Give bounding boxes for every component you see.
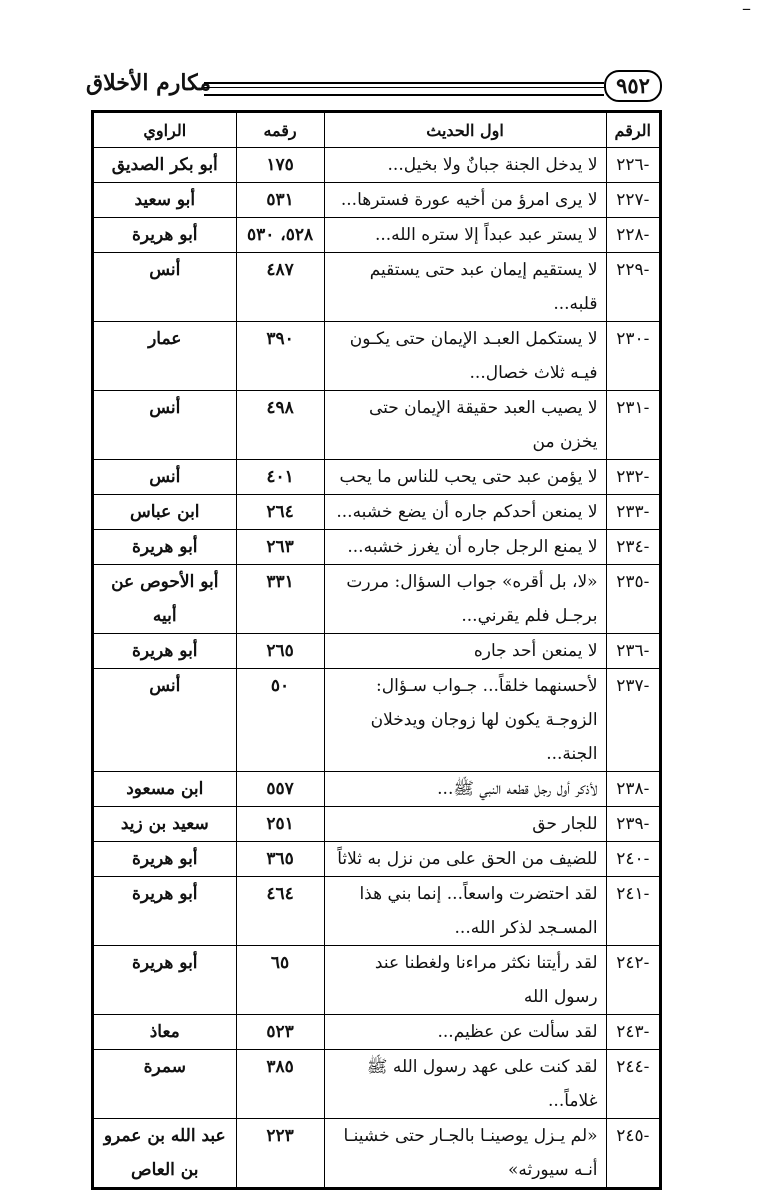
- row-number: -٢٣٣: [606, 495, 660, 530]
- table-row: [93, 877, 661, 946]
- header-reference: رقمه: [236, 112, 324, 148]
- table-row: [93, 669, 661, 772]
- row-number: -٢٤٤: [606, 1050, 660, 1119]
- reference-number: ٣٦٥: [236, 842, 324, 877]
- reference-number: ٥٥٧: [236, 772, 324, 807]
- hadith-text: لا يمنعن أحد جاره: [324, 634, 606, 669]
- hadith-text: لقد سألت عن عظيم...: [324, 1015, 606, 1050]
- reference-number: ٣٩٠: [236, 322, 324, 391]
- row-number: -٢٤٢: [606, 946, 660, 1015]
- row-number: -٢٢٧: [606, 183, 660, 218]
- row-number: -٢٢٦: [606, 148, 660, 183]
- hadith-text: لا يستقيم إيمان عبد حتى يستقيم قلبه...: [324, 253, 606, 322]
- table-row: [93, 842, 661, 877]
- reference-number: ٢٥١: [236, 807, 324, 842]
- row-number: -٢٤٥: [606, 1119, 660, 1189]
- hadith-text: «لا، بل أقره» جواب السؤال: مررت برجـل فلم يقرني...: [324, 565, 606, 634]
- table-row: [93, 772, 661, 807]
- table-row: [93, 322, 661, 391]
- narrator: أبو هريرة: [93, 530, 237, 565]
- hadith-text: لأحسنهما خلقاً... جـواب سـؤال: الزوجـة يكون لها زوجان ويدخلان الجنة...: [324, 669, 606, 772]
- hadith-index-table: [91, 110, 662, 1190]
- row-number: -٢٣٠: [606, 322, 660, 391]
- header-narrator: الراوي: [93, 112, 237, 148]
- reference-number: ٥٢٨، ٥٣٠: [236, 218, 324, 253]
- reference-number: ٥٠: [236, 669, 324, 772]
- table-body: [93, 148, 661, 1189]
- row-number: -٢٣٨: [606, 772, 660, 807]
- narrator: أبو الأحوص عن أبيه: [93, 565, 237, 634]
- reference-number: ١٧٥: [236, 148, 324, 183]
- row-number: -٢٣٧: [606, 669, 660, 772]
- hadith-text: لقد احتضرت واسعاً... إنما بني هذا المسـجد لذكر الله...: [324, 877, 606, 946]
- hadith-text: لا يمنع الرجل جاره أن يغرز خشبه...: [324, 530, 606, 565]
- reference-number: ٢٦٣: [236, 530, 324, 565]
- row-number: -٢٣٩: [606, 807, 660, 842]
- hadith-text: لا يستر عبد عبداً إلا ستره الله...: [324, 218, 606, 253]
- row-number: -٢٣٤: [606, 530, 660, 565]
- reference-number: ٤٨٧: [236, 253, 324, 322]
- row-number: -٢٤١: [606, 877, 660, 946]
- narrator: أبو هريرة: [93, 218, 237, 253]
- narrator: ابن مسعود: [93, 772, 237, 807]
- table-row: [93, 1050, 661, 1119]
- hadith-text: للجار حق: [324, 807, 606, 842]
- hadith-text: لأذكر أول رجل قطعه النبي ﷺ...: [324, 772, 606, 807]
- hadith-text: لا يستكمل العبـد الإيمان حتى يكـون فيـه ثلاث خصال...: [324, 322, 606, 391]
- table-row: [93, 391, 661, 460]
- header-rule: [204, 82, 604, 96]
- reference-number: ٥٣١: [236, 183, 324, 218]
- reference-number: ٢٦٥: [236, 634, 324, 669]
- reference-number: ٤٠١: [236, 460, 324, 495]
- header-number: الرقم: [606, 112, 660, 148]
- narrator: أبو هريرة: [93, 634, 237, 669]
- table-row: [93, 634, 661, 669]
- narrator: عمار: [93, 322, 237, 391]
- page-header: [86, 66, 666, 106]
- table-row: [93, 565, 661, 634]
- corner-mark: –: [742, 0, 751, 19]
- narrator: أبو هريرة: [93, 877, 237, 946]
- hadith-text: لا يرى امرؤ من أخيه عورة فسترها...: [324, 183, 606, 218]
- reference-number: ٤٩٨: [236, 391, 324, 460]
- narrator: سمرة: [93, 1050, 237, 1119]
- row-number: -٢٣٢: [606, 460, 660, 495]
- row-number: -٢٢٩: [606, 253, 660, 322]
- reference-number: ٤٦٤: [236, 877, 324, 946]
- narrator: أنس: [93, 253, 237, 322]
- row-number: -٢٣٥: [606, 565, 660, 634]
- hadith-text: لقد كنت على عهد رسول الله ﷺ غلاماً...: [324, 1050, 606, 1119]
- hadith-text: لا يدخل الجنة جبانٌ ولا بخيل...: [324, 148, 606, 183]
- reference-number: ٦٥: [236, 946, 324, 1015]
- hadith-text: لا يؤمن عبد حتى يحب للناس ما يحب: [324, 460, 606, 495]
- hadith-text: لقد رأيتنا نكثر مراءنا ولغطنا عند رسول الله: [324, 946, 606, 1015]
- table-row: [93, 148, 661, 183]
- reference-number: ٥٢٣: [236, 1015, 324, 1050]
- row-number: -٢٣٦: [606, 634, 660, 669]
- row-number: -٢٣١: [606, 391, 660, 460]
- narrator: ابن عباس: [93, 495, 237, 530]
- narrator: أنس: [93, 669, 237, 772]
- narrator: أبو بكر الصديق: [93, 148, 237, 183]
- table-row: [93, 807, 661, 842]
- reference-number: ٣٣١: [236, 565, 324, 634]
- row-number: -٢٢٨: [606, 218, 660, 253]
- narrator: أنس: [93, 460, 237, 495]
- reference-number: ٢٦٤: [236, 495, 324, 530]
- hadith-text: لا يمنعن أحدكم جاره أن يضع خشبه...: [324, 495, 606, 530]
- table-row: [93, 253, 661, 322]
- narrator: سعيد بن زيد: [93, 807, 237, 842]
- hadith-text: «لم يـزل يوصينـا بالجـار حتى خشينـا أنـه سيورثه»: [324, 1119, 606, 1189]
- table-header-row: [93, 112, 661, 148]
- narrator: أبو هريرة: [93, 842, 237, 877]
- row-number: -٢٤٣: [606, 1015, 660, 1050]
- narrator: أنس: [93, 391, 237, 460]
- table-row: [93, 460, 661, 495]
- narrator: عبد الله بن عمرو بن العاص: [93, 1119, 237, 1189]
- book-title: مكارم الأخلاق: [86, 70, 211, 96]
- reference-number: ٢٢٣: [236, 1119, 324, 1189]
- header-hadith: اول الحديث: [324, 112, 606, 148]
- table-row: [93, 495, 661, 530]
- table-row: [93, 946, 661, 1015]
- narrator: أبو سعيد: [93, 183, 237, 218]
- hadith-text: للضيف من الحق على من نزل به ثلاثاً: [324, 842, 606, 877]
- hadith-text: لا يصيب العبد حقيقة الإيمان حتى يخزن من: [324, 391, 606, 460]
- table-row: [93, 1119, 661, 1189]
- table-row: [93, 1015, 661, 1050]
- reference-number: ٣٨٥: [236, 1050, 324, 1119]
- page-number: ٩٥٢: [604, 70, 662, 102]
- row-number: -٢٤٠: [606, 842, 660, 877]
- table-row: [93, 183, 661, 218]
- narrator: معاذ: [93, 1015, 237, 1050]
- narrator: أبو هريرة: [93, 946, 237, 1015]
- table-row: [93, 530, 661, 565]
- table-row: [93, 218, 661, 253]
